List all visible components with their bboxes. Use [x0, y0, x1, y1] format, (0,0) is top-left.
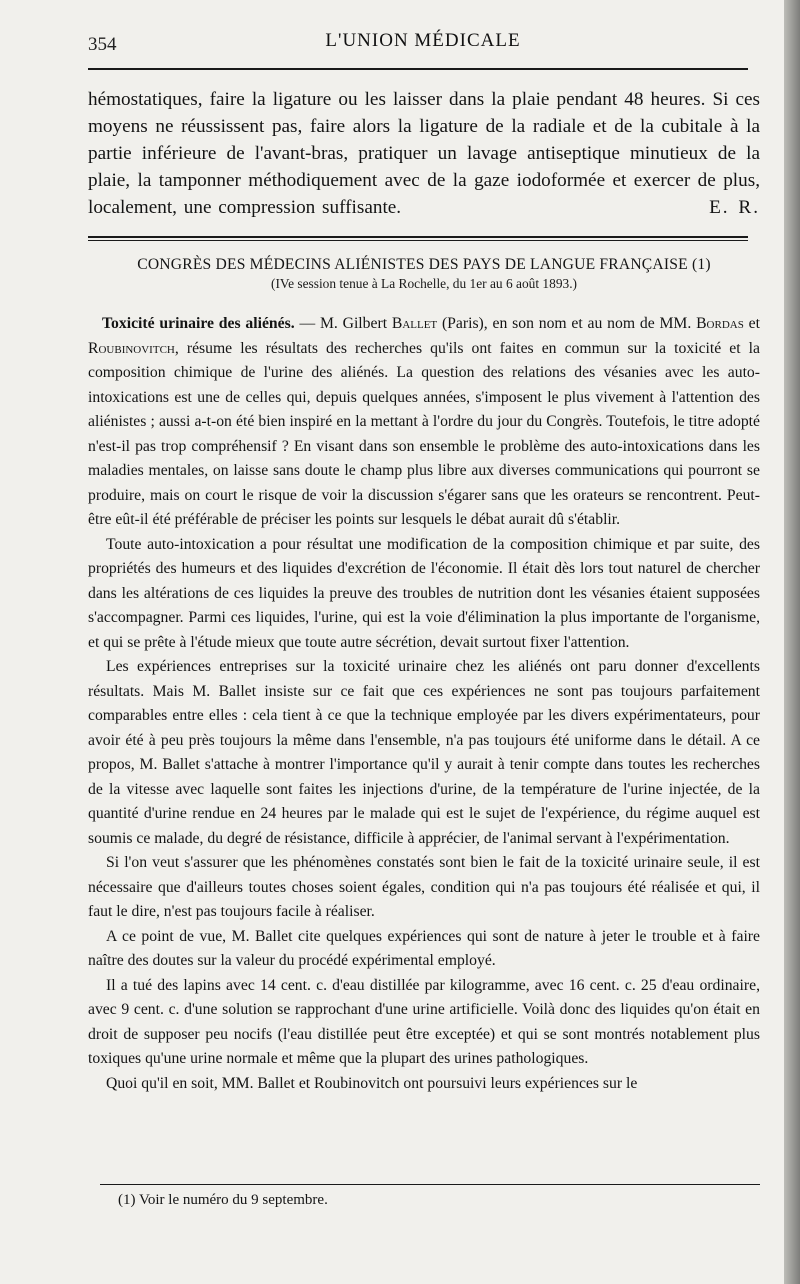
paragraph-7: Quoi qu'il en soit, MM. Ballet et Roubinovitch ont poursuivi leurs expériences sur le — [106, 1074, 638, 1092]
running-title: L'UNION MÉDICALE — [325, 30, 521, 51]
footnote: (1) Voir le numéro du 9 septembre. — [118, 1192, 328, 1208]
article-lead-title: Toxicité urinaire des aliénés. — [102, 315, 295, 332]
paragraph-5: A ce point de vue, M. Ballet cite quelques expériences qui sont de nature à jeter le trouble et à faire naître des doutes sur la valeur du procédé expérimental employé. — [88, 927, 760, 969]
author-ballet: Ballet — [391, 315, 438, 332]
page-header — [88, 28, 758, 58]
author-roubinovitch: Roubinovitch — [88, 339, 175, 357]
paragraph-1 — [88, 312, 760, 533]
intro-paragraph — [88, 86, 760, 221]
page-number: 354 — [88, 34, 117, 55]
p1-and: et — [743, 315, 760, 332]
page-edge-shadow — [784, 0, 800, 1284]
paragraph-6: Il a tué des lapins avec 14 cent. c. d'eau distillée par kilogramme, avec 16 cent. c. 25 d'eau ordinaire, avec 9 cent. c. d'une solution se rapprochant d'une urine artificielle. Voilà donc des liquides qu'on était en droit de supposer peu nocifs (l'eau distillée peut être exceptée) et qui se sont montrés notablement plus toxiques qu'une urine normale et même que la plupart des urines pathologiques. — [88, 976, 760, 1067]
article-body — [88, 312, 760, 1096]
paragraph-3: Les expériences entreprises sur la toxicité urinaire chez les aliénés ont paru donner d'excellents résultats. Mais M. Ballet insiste sur ce fait que ces expériences ne sont pas toujours parfaitement comparables entre elles : cela tient à ce que la technique employée par les divers expérimentateurs, pour avoir été à peu près toujours la même dans l'ensemble, n'a pas toujours été uniforme dans le détail. A ce propos, M. Ballet s'attache à montrer l'importance qu'il y aurait à tenir compte dans toutes les recherches de la vitesse avec laquelle sont faites les injections d'urine, de la température de l'urine injectée, de la quantité d'urine rendue en 24 heures par le malade qui est le sujet de l'expérience, du régime auquel est soumis ce malade, du degré de résistance, difficile à apprécier, de l'animal servant à l'expérimentation. — [88, 658, 760, 847]
paragraph-2: Toute auto-intoxication a pour résultat une modification de la composition chimique et par suite, des propriétés des humeurs et des liquides d'excrétion de l'économie. Il était dès lors tout naturel de chercher dans les altérations de ces liquides la preuve des troubles de nutrition dont les vésanies étaient supposées s'accompagner. Parmi ces liquides, l'urine, qui est la voie d'élimination la plus importante de l'organisme, et qui se prête à l'étude mieux que toute autre sécrétion, devait surtout fixer l'attention. — [88, 535, 760, 651]
p1-a: (Paris), en son nom et au nom de MM. — [437, 315, 697, 332]
congress-title: CONGRÈS DES MÉDECINS ALIÉNISTES DES PAYS DE LANGUE FRANÇAISE (1) — [137, 256, 711, 273]
p1-b: , résume les résultats des recherches qu'ils ont faites en commun sur la toxicité et la composition chimique de l'urine des aliénés. La question des relations des vésanies avec les auto-intoxications est une de celles qui, depuis quelques années, s'imposent le plus vivement à l'attention des aliénistes ; aussi a-t-on été bien inspiré en la mettant à l'ordre du jour du Congrès. Toutefois, le titre adopté n'est-il pas trop compréhensif ? En visant dans son ensemble le problème des auto-intoxications dans les maladies mentales, on laisse sans doute le champ plus libre aux diverses communications qui pourront se produire, mais on court le risque de voir la discussion s'égarer sans que les orateurs se rencontrent. Peut-être eût-il été préférable de préciser les points sur lesquels le débat aurait dû s'établir. — [88, 339, 760, 528]
footnote-rule — [100, 1184, 760, 1185]
section-double-rule-bottom — [88, 240, 748, 241]
header-rule — [88, 68, 748, 70]
congress-subtitle: (IVe session tenue à La Rochelle, du 1er au 6 août 1893.) — [270, 276, 578, 291]
signature: E. R. — [709, 197, 760, 218]
author-bordas: Bordas — [696, 315, 744, 332]
intro-text: hémostatiques, faire la ligature ou les laisser dans la plaie pendant 48 heures. Si ces moyens ne réussissent pas, faire alors la ligature de la radiale et de la cubitale à la partie inférieure de l'avant-bras, pratiquer un lavage antiseptique minutieux de la plaie, la tamponner méthodiquement avec de la gaze iodoformée et exercer de plus, localement, une compression suffisante. — [88, 89, 760, 218]
p1-intro: — M. Gilbert — [294, 315, 392, 332]
paragraph-4: Si l'on veut s'assurer que les phénomènes constatés sont bien le fait de la toxicité urinaire seule, il est nécessaire que d'ailleurs toutes choses soient égales, condition qui n'a pas toujours été réalisée et qui, il faut le dire, n'est pas toujours facile à réaliser. — [88, 854, 760, 920]
section-double-rule-top — [88, 236, 748, 238]
